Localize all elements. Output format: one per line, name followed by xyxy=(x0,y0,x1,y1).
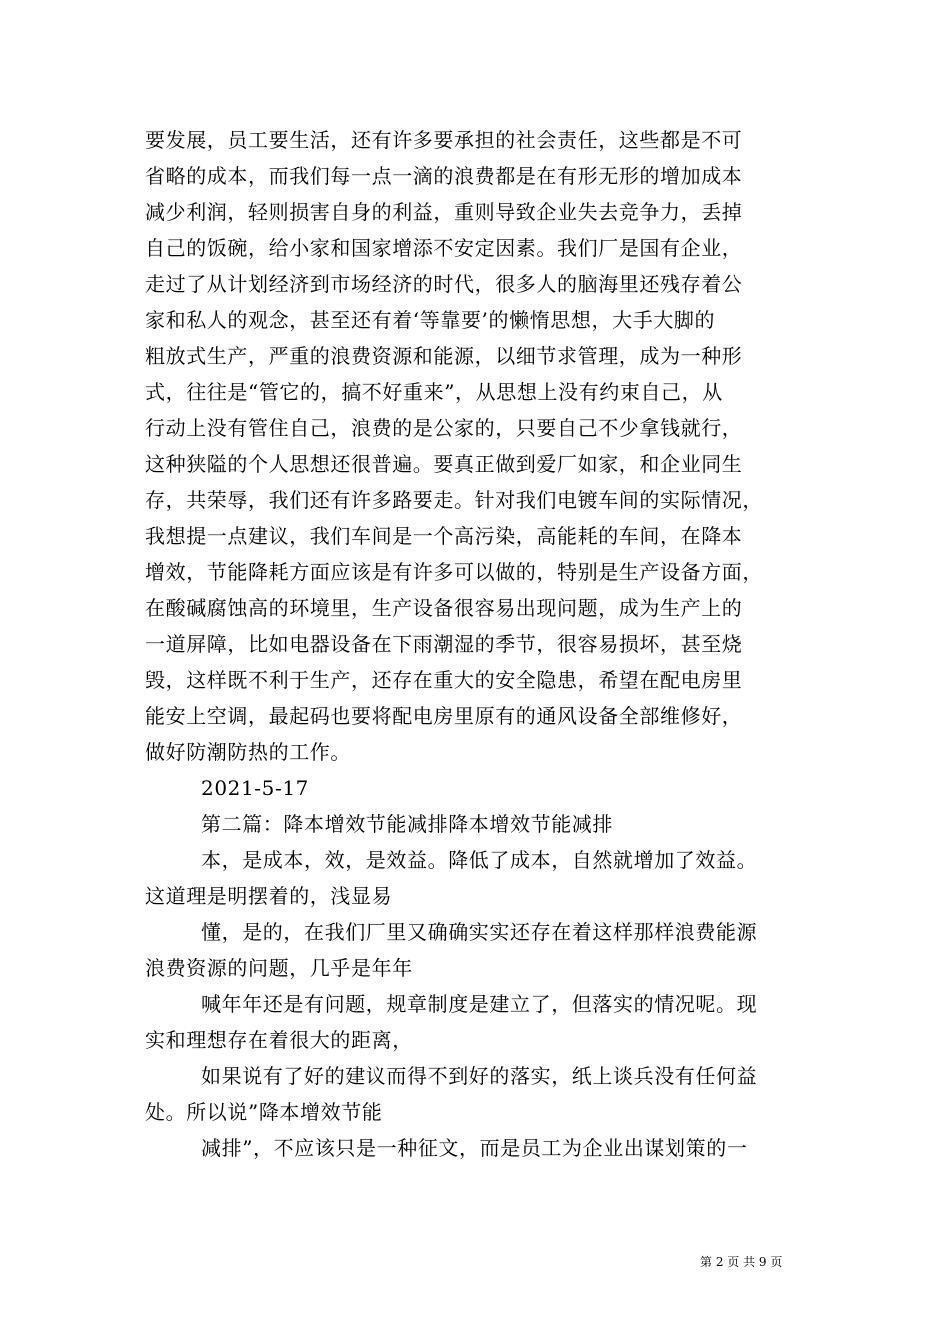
body-line: 走过了从计划经济到市场经济的时代，很多人的脑海里还残存着公 xyxy=(145,272,743,296)
body-line: 懂，是的，在我们厂里又确确实实还存在着这样那样浪费能源 xyxy=(201,920,758,944)
body-line: 处。所以说”降本增效节能 xyxy=(145,1100,383,1124)
date-line: 2021-5-17 xyxy=(201,776,309,800)
body-line: 一道屏障，比如电器设备在下雨潮湿的季节，很容易损坏，甚至烧 xyxy=(145,632,743,656)
body-line: 粗放式生产，严重的浪费资源和能源，以细节求管理，成为一种形 xyxy=(145,344,743,368)
body-line: 存，共荣辱，我们还有许多路要走。针对我们电镀车间的实际情况， xyxy=(145,488,763,512)
section-heading: 第二篇：降本增效节能减排降本增效节能减排 xyxy=(201,812,613,836)
body-line: 浪费资源的问题，几乎是年年 xyxy=(145,956,413,980)
body-line: 在酸碱腐蚀高的环境里，生产设备很容易出现问题，成为生产上的 xyxy=(145,596,743,620)
body-line: 式，往往是“管它的，搞不好重来”，从思想上没有约束自己，从 xyxy=(145,380,723,404)
body-line: 家和私人的观念，甚至还有着‘等靠要’的懒惰思想，大手大脚的 xyxy=(145,308,716,332)
body-line: 增效，节能降耗方面应该是有许多可以做的，特别是生产设备方面， xyxy=(145,560,763,584)
body-line: 本，是成本，效，是效益。降低了成本，自然就增加了效益。 xyxy=(201,848,758,872)
body-line: 行动上没有管住自己，浪费的是公家的，只要自己不少拿钱就行， xyxy=(145,416,743,440)
body-line: 我想提一点建议，我们车间是一个高污染，高能耗的车间，在降本 xyxy=(145,524,743,548)
body-line: 如果说有了好的建议而得不到好的落实，纸上谈兵没有任何益 xyxy=(201,1064,758,1088)
body-line: 自己的饭碗，给小家和国家增添不安定因素。我们厂是国有企业， xyxy=(145,236,743,260)
page-number: 第 2 页 共 9 页 xyxy=(700,1255,783,1269)
body-line: 这道理是明摆着的，浅显易 xyxy=(145,884,393,908)
body-line: 实和理想存在着很大的距离， xyxy=(145,1028,413,1052)
body-line: 要发展，员工要生活，还有许多要承担的社会责任，这些都是不可 xyxy=(145,128,743,152)
body-line: 喊年年还是有问题，规章制度是建立了，但落实的情况呢。现 xyxy=(201,992,758,1016)
body-line: 能安上空调，最起码也要将配电房里原有的通风设备全部维修好， xyxy=(145,704,743,728)
body-line: 减排”，不应该只是一种征文，而是员工为企业出谋划策的一 xyxy=(201,1136,748,1160)
body-line: 减少利润，轻则损害自身的利益，重则导致企业失去竞争力，丢掉 xyxy=(145,200,743,224)
body-line: 毁，这样既不利于生产，还存在重大的安全隐患，希望在配电房里 xyxy=(145,668,743,692)
body-line: 做好防潮防热的工作。 xyxy=(145,740,351,764)
body-line: 这种狭隘的个人思想还很普遍。要真正做到爱厂如家，和企业同生 xyxy=(145,452,743,476)
body-line: 省略的成本，而我们每一点一滴的浪费都是在有形无形的增加成本 xyxy=(145,164,743,188)
